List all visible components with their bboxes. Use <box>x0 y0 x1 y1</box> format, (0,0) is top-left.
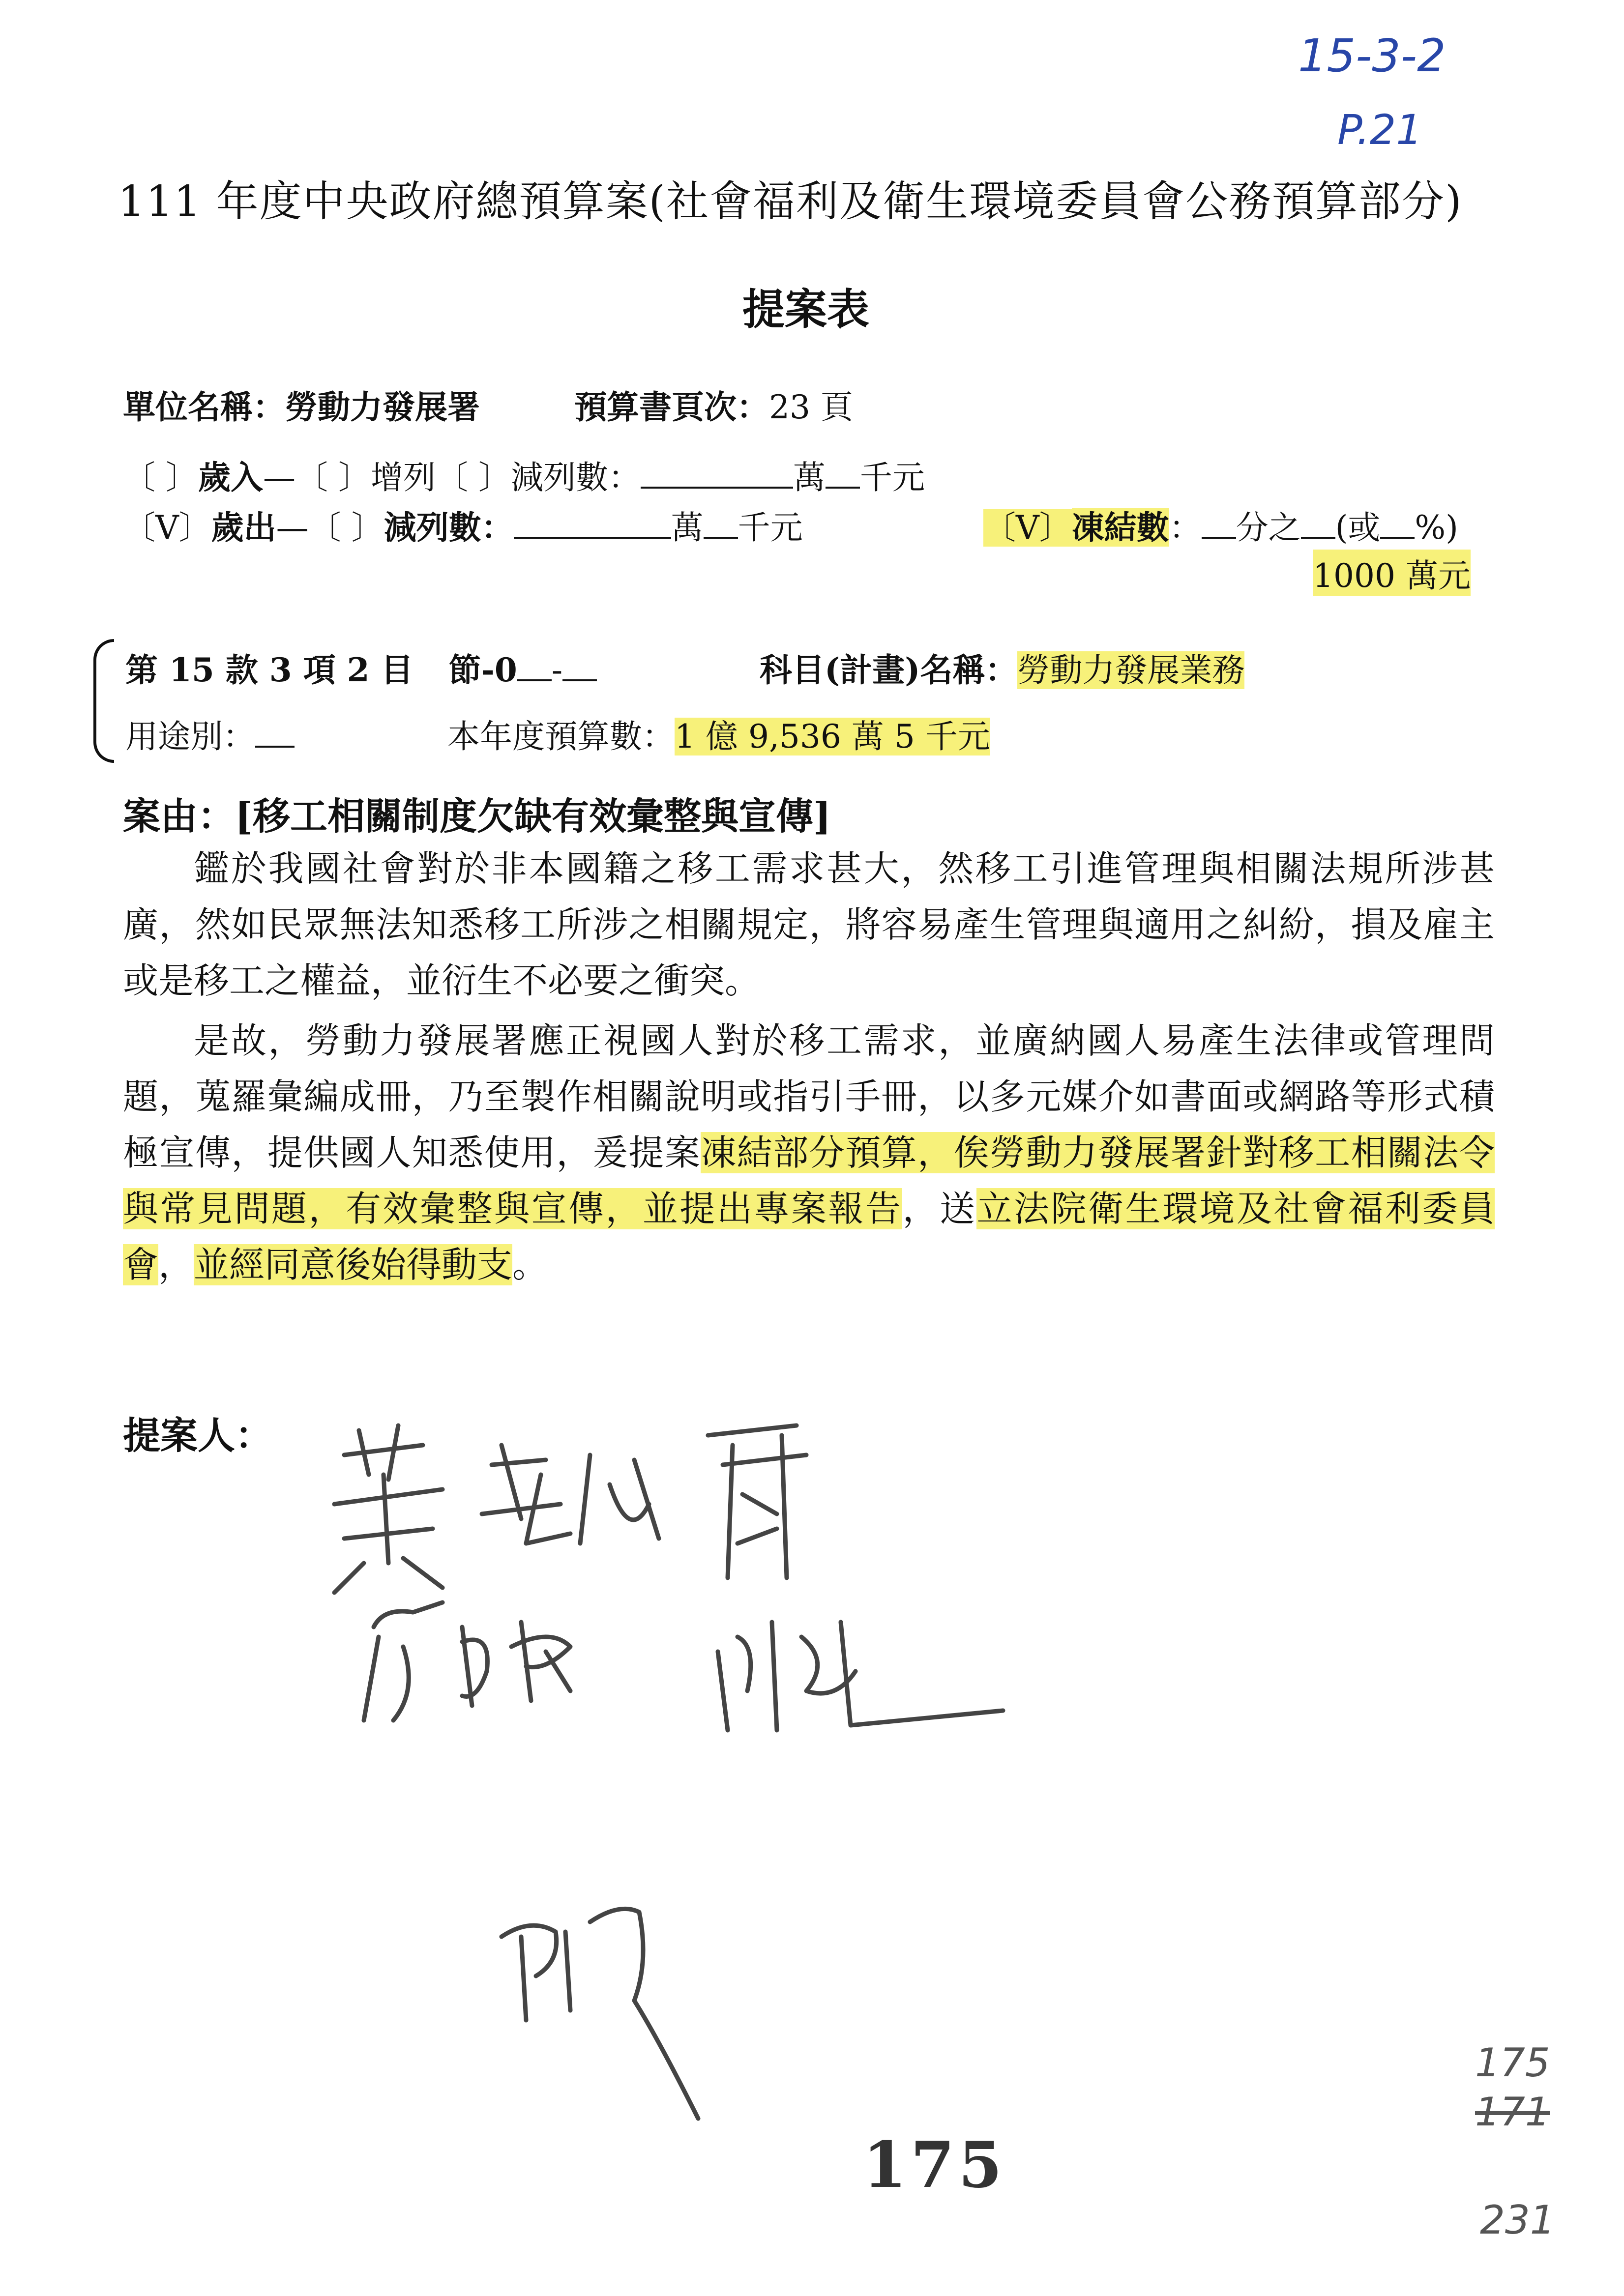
proposer-label: 提案人： <box>123 1414 272 1457</box>
handwritten-file-code: 15-3-2 <box>1298 29 1446 82</box>
handwritten-number-1: 175 <box>1475 2040 1550 2086</box>
revenue-unit-wan: 萬 <box>793 459 826 496</box>
document-subtitle: 提案表 <box>742 285 869 334</box>
freeze-fraction: 分之 <box>1236 509 1301 547</box>
revenue-line <box>123 451 925 498</box>
expense-decrease-label: 減列數： <box>384 508 514 547</box>
revenue-decrease: 〔 〕減列數： <box>435 459 641 496</box>
subject-blank-2 <box>562 654 597 681</box>
budget-label: 本年度預算數： <box>447 718 675 756</box>
unit-name: 勞動力發展署 <box>285 388 480 426</box>
revenue-checkbox: 〔 〕 <box>123 459 198 496</box>
subject-name-line <box>760 644 1244 691</box>
page-number: 175 <box>863 2128 1006 2202</box>
freeze-line <box>983 501 1458 548</box>
case-label: 案由： <box>123 794 235 838</box>
expense-dash: — <box>276 509 309 547</box>
unit-line <box>123 381 853 428</box>
subject-name-value: 勞動力發展業務 <box>1017 651 1245 689</box>
expense-decrease-checkbox: 〔 〕 <box>308 509 384 547</box>
freeze-blank-1 <box>1202 511 1236 539</box>
case-title: [移工相關制度欠缺有效彙整與宣傳] <box>235 794 831 838</box>
freeze-blank-2 <box>1301 511 1335 539</box>
subject-jie: 節-0 <box>448 651 517 689</box>
page-label: 預算書頁次： <box>574 388 769 426</box>
case-paragraph-2 <box>123 1013 1495 1293</box>
handwritten-signatures <box>315 1416 1052 1760</box>
expense-line <box>123 501 803 548</box>
para2-part-c: ，送 <box>902 1188 977 1229</box>
revenue-label: 歲入 <box>198 458 263 496</box>
expense-blank-qian <box>704 511 738 539</box>
subject-name-label: 科目(計畫)名稱： <box>760 651 1018 689</box>
case-paragraph-1: 鑑於我國社會對於非本國籍之移工需求甚大，然移工引進管理與相關法規所涉甚廣，然如民眾無法知悉移工所涉之相關規定，將容易產生管理與適用之糾紛，損及雇主或是移工之權益，並衍生不必要之衝突。 <box>123 848 1495 1001</box>
freeze-colon: ： <box>1169 509 1202 547</box>
case-heading <box>123 786 831 840</box>
usage-label: 用途別： <box>125 718 255 756</box>
subject-kuan: 第 15 款 3 項 2 目 <box>125 651 413 689</box>
revenue-unit-qian: 千元 <box>859 459 925 496</box>
revenue-increase: 〔 〕增列 <box>295 459 436 496</box>
freeze-label: 凍結數 <box>1071 508 1169 547</box>
freeze-checkbox: 〔V〕 <box>983 509 1072 547</box>
expense-label: 歲出 <box>211 508 276 547</box>
para2-freeze-text: 凍結部分預算，俟勞動力發展署針對移工相關法令與常見問題，有效彙整與宣傳，並提出專案報告 <box>123 1132 1495 1229</box>
subject-brace <box>93 639 114 763</box>
para2-committee: 立法院衛生環境及社會福利委員會 <box>123 1188 1495 1285</box>
expense-blank-wan <box>514 511 671 539</box>
subject-line <box>125 644 597 691</box>
freeze-percent: %) <box>1415 509 1458 547</box>
handwritten-number-2: 171 <box>1475 2089 1550 2135</box>
page-value: 23 頁 <box>768 388 853 426</box>
para2-part-a: 是故，勞動力發展署應正視國人對於移工需求，並廣納國人易產生法律或管理問題，蒐羅彙編成冊，乃至製作相關說明或指引手冊，以多元媒介如書面或網路等形式積極宣傳，提供國人知悉使用，爰提案 <box>123 1020 1495 1173</box>
freeze-blank-3 <box>1380 511 1415 539</box>
document-title: 111 年度中央政府總預算案(社會福利及衛生環境委員會公務預算部分) <box>118 177 1463 226</box>
freeze-amount: 1000 萬元 <box>1313 550 1471 596</box>
revenue-blank-qian <box>826 461 860 489</box>
expense-checkbox: 〔V〕 <box>123 509 211 547</box>
para2-part-g: 。 <box>512 1244 548 1285</box>
subject-blank-1 <box>517 654 552 681</box>
handwritten-number-3: 231 <box>1480 2197 1555 2243</box>
para2-approval: 並經同意後始得動支 <box>194 1244 513 1285</box>
handwritten-page-ref: P.21 <box>1337 106 1422 154</box>
usage-line <box>125 710 295 757</box>
revenue-dash: — <box>263 459 295 496</box>
freeze-or: (或 <box>1335 509 1381 547</box>
expense-unit-qian: 千元 <box>738 509 803 547</box>
unit-label: 單位名稱： <box>123 388 285 426</box>
budget-line <box>447 710 990 757</box>
expense-unit-wan: 萬 <box>671 509 704 547</box>
subject-dash: - <box>551 651 563 689</box>
revenue-blank-wan <box>641 461 793 489</box>
usage-blank <box>255 720 295 748</box>
para2-part-e: ， <box>158 1244 194 1285</box>
handwritten-signature-2 <box>492 1902 738 2138</box>
budget-value: 1 億 9,536 萬 5 千元 <box>675 718 990 756</box>
